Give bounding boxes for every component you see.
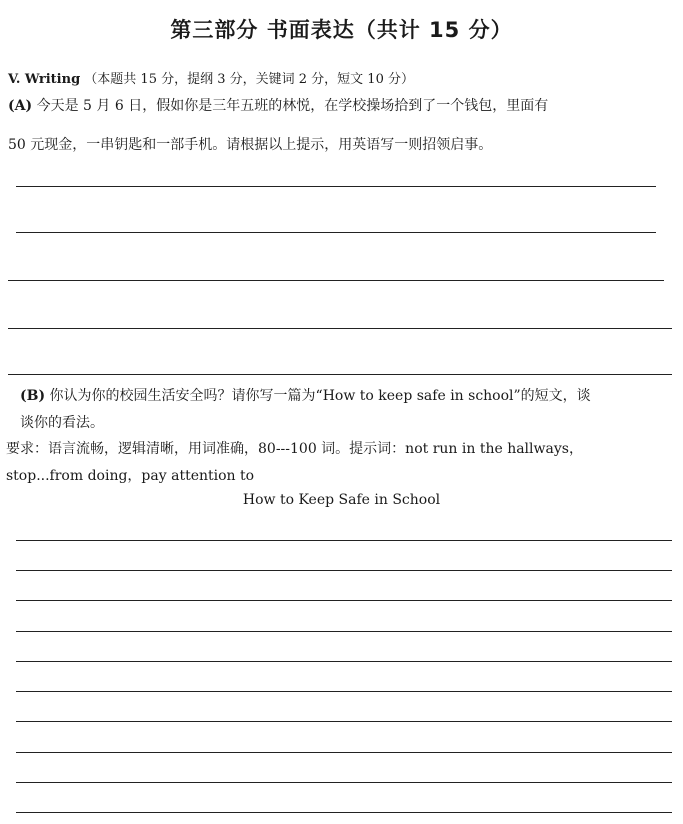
part-b-requirements-line-1: 要求：语言流畅，逻辑清晰，用词准确，80---100 词。提示词：not run in the hallways，	[6, 441, 583, 457]
answer-line[interactable]	[16, 570, 672, 571]
answer-line[interactable]	[16, 631, 672, 632]
essay-title: How to Keep Safe in School	[242, 492, 441, 508]
part-b-prompt-line-2: 谈你的看法。	[20, 415, 104, 431]
part-a-label: (A)	[8, 98, 33, 114]
part-b-requirements-line-2: stop...from doing，pay attention to	[6, 468, 255, 484]
answer-line[interactable]	[16, 691, 672, 692]
part-a-prompt-line-1	[8, 95, 548, 115]
answer-line[interactable]	[16, 721, 672, 722]
answer-line[interactable]	[8, 374, 672, 375]
answer-line[interactable]	[8, 328, 672, 329]
part-a-prompt-line-2: 50 元现金，一串钥匙和一部手机。请根据以上提示，用英语写一则招领启事。	[8, 137, 493, 153]
section-label: V. Writing	[8, 72, 81, 87]
part-b-text-1: 你认为你的校园生活安全吗？请你写一篇为“How to keep safe in school”的短文，谈	[45, 388, 591, 404]
answer-line[interactable]	[8, 280, 664, 281]
section-score-note: （本题共 15 分，提纲 3 分，关键词 2 分，短文 10 分）	[84, 72, 414, 87]
answer-line[interactable]	[16, 752, 672, 753]
answer-line[interactable]	[16, 661, 672, 662]
part-b-prompt-line-1	[20, 385, 591, 405]
section-heading	[8, 68, 414, 87]
answer-line[interactable]	[16, 782, 672, 783]
part-b-label: (B)	[20, 388, 46, 404]
answer-line[interactable]	[16, 600, 672, 601]
part-a-text-1: 今天是 5 月 6 日，假如你是三年五班的林悦，在学校操场拾到了一个钱包，里面有	[32, 98, 549, 114]
answer-line[interactable]	[16, 186, 656, 187]
page-title: 第三部分 书面表达（共计 15 分）	[170, 18, 513, 42]
answer-line[interactable]	[16, 812, 672, 813]
answer-line[interactable]	[16, 540, 672, 541]
answer-line[interactable]	[16, 232, 656, 233]
